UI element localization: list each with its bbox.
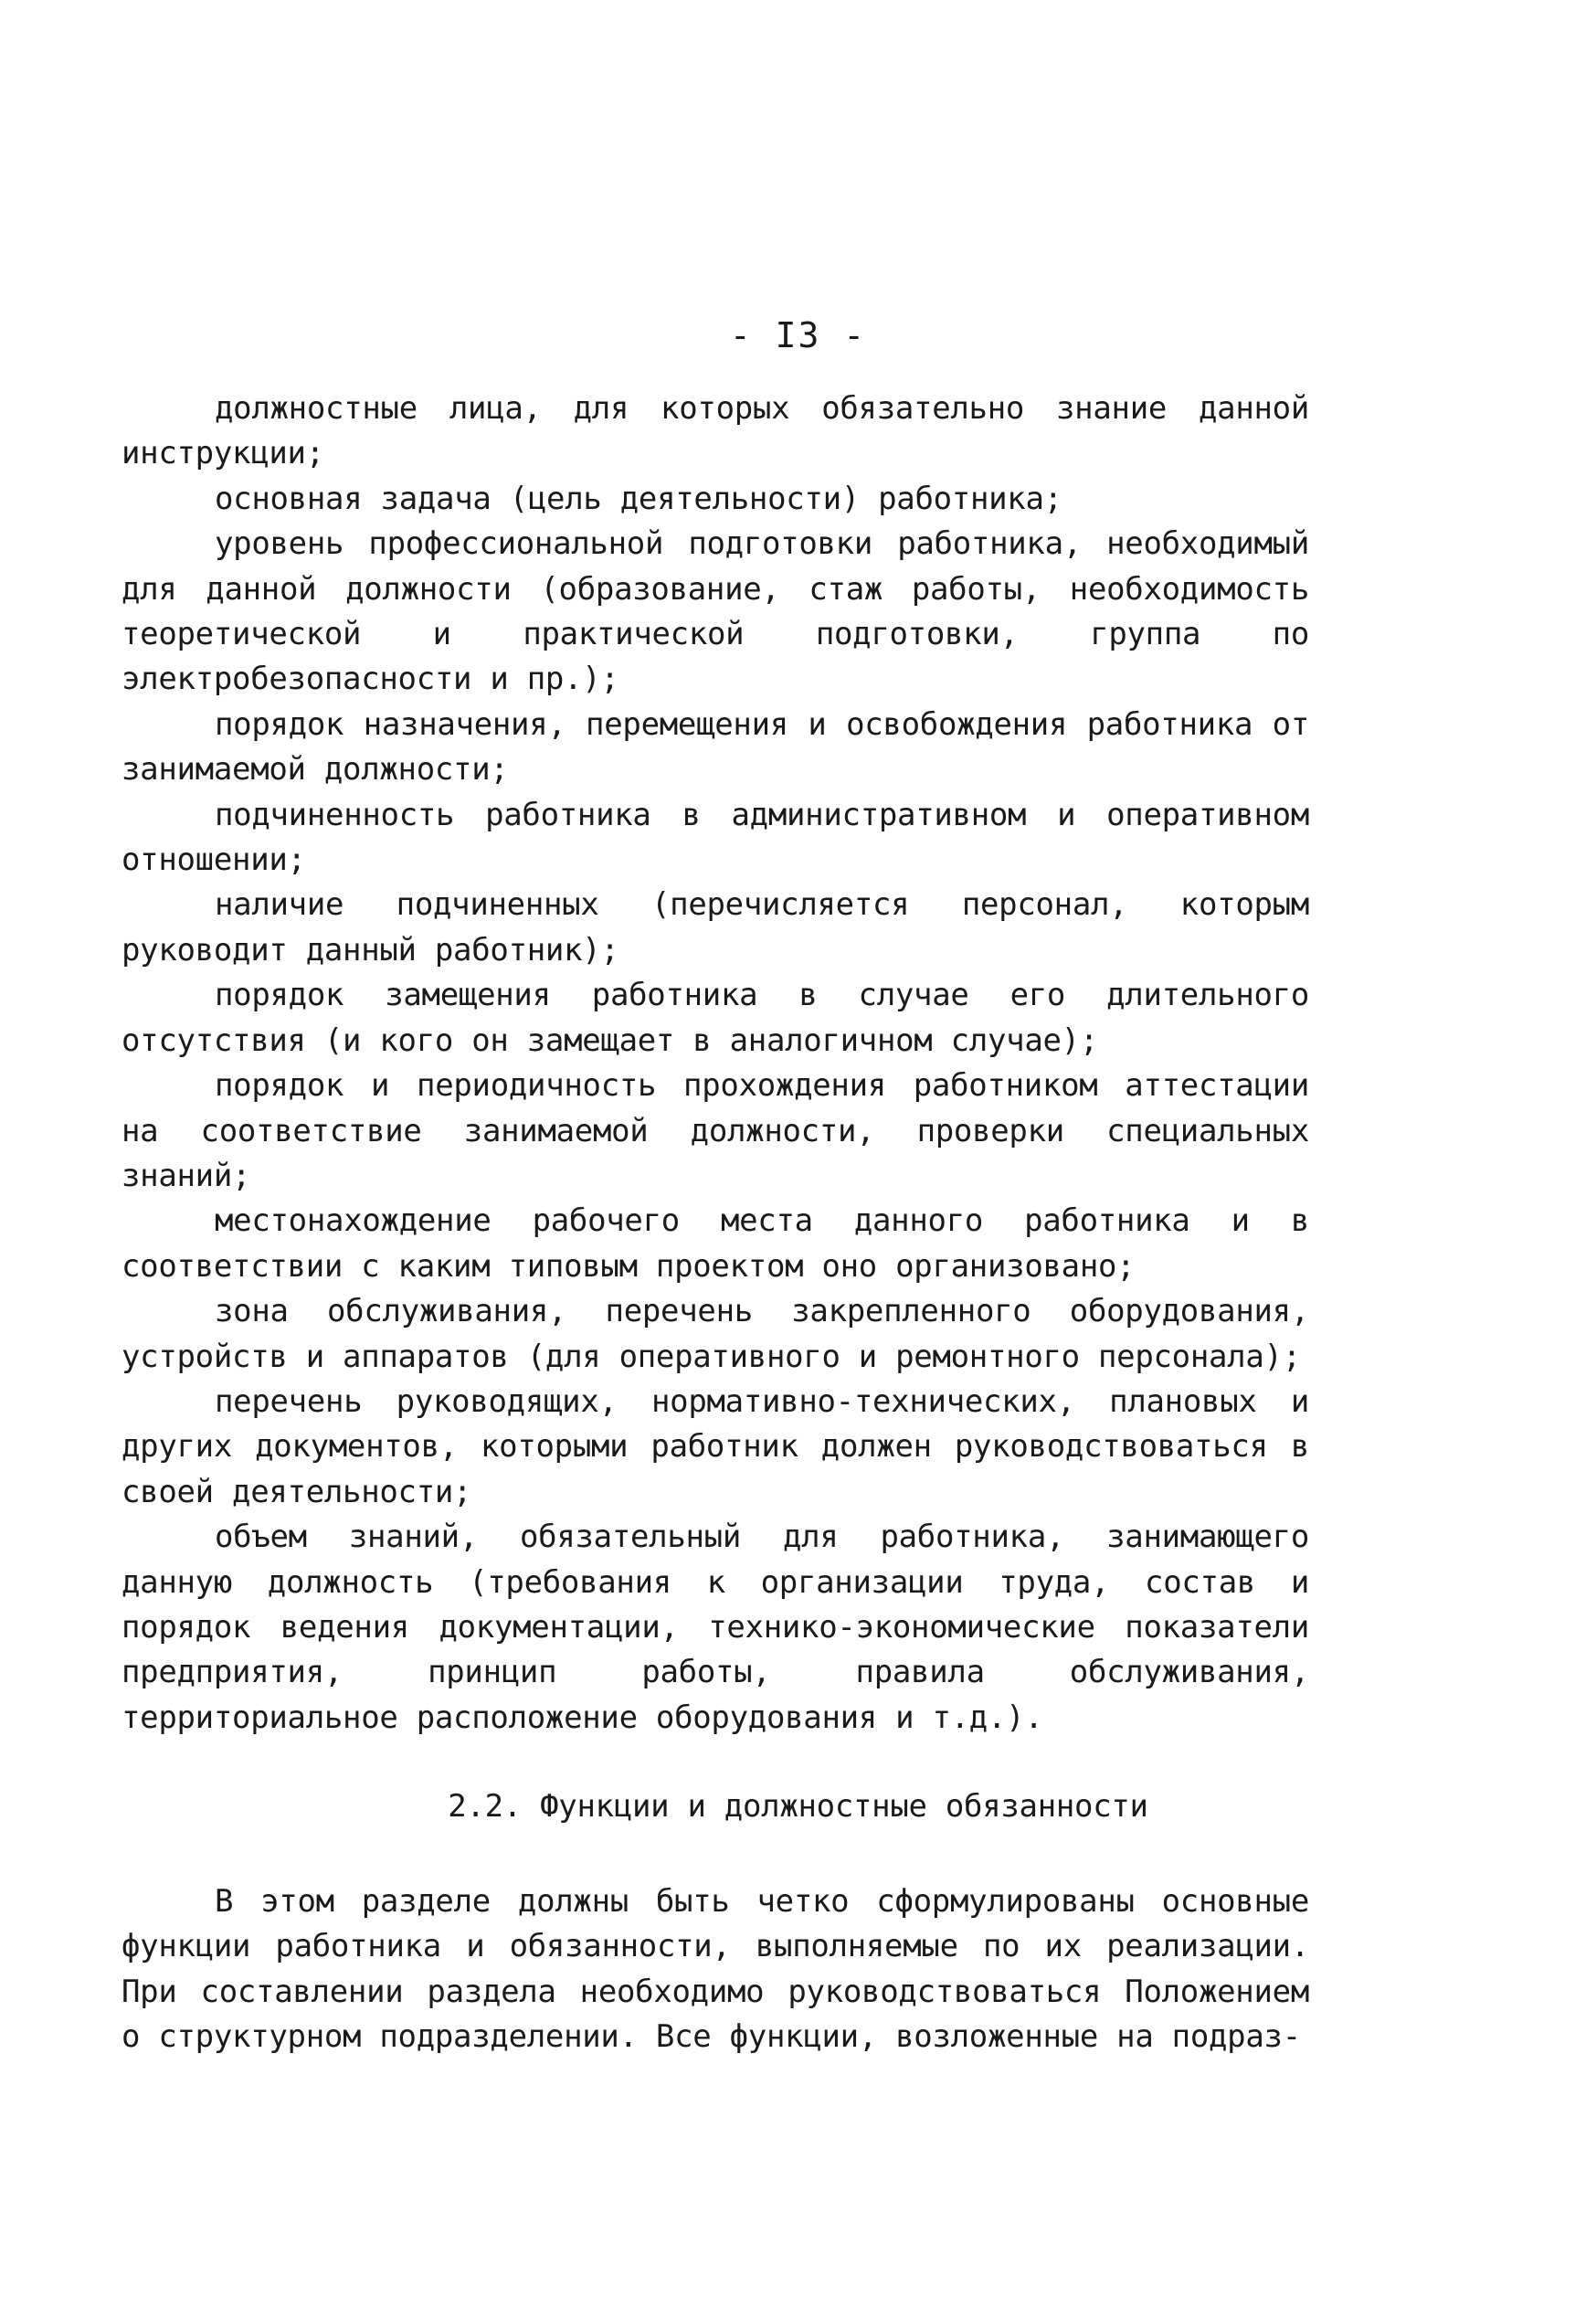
list-item: основная задача (цель деятельности) работника; — [215, 480, 1062, 517]
list-item: уровень профессиональной подготовки работника, необходимый для данной должности (образование, стаж работы, необходимость теоретической и практической подготовки, группа по электробезопасности и пр.); — [122, 525, 1309, 698]
list-item: порядок замещения работника в случае его длительного отсутствия (и кого он замещает в аналогичном случае); — [122, 977, 1309, 1059]
section-body — [122, 1879, 1309, 2060]
list-item: порядок назначения, перемещения и освобождения работника от занимаемой должности; — [122, 705, 1309, 789]
section-paragraph: В этом разделе должны быть четко сформулированы основные функции работника и обязанности, выполняемые по их реализации. При составлении раздела необходимо руководствоваться Положением о структурном подразделении. Все функции, возложенные на подраз- — [122, 1883, 1309, 2056]
list-item: подчиненность работника в административном и оперативном отношении; — [122, 796, 1309, 879]
list-item: наличие подчиненных (перечисляется персонал, которым руководит данный работник); — [122, 886, 1309, 969]
list-item: должностные лица, для которых обязательно знание данной инструкции; — [122, 390, 1309, 472]
list-item: порядок и периодичность прохождения работником аттестации на соответствие занимаемой должности, проверки специальных знаний; — [122, 1067, 1309, 1194]
page-number: - I3 - — [729, 315, 867, 355]
list-item: зона обслуживания, перечень закрепленного оборудования, устройств и аппаратов (для оперативного и ремонтного персонала); — [122, 1293, 1309, 1375]
list-item: перечень руководящих, нормативно-технических, плановых и других документов, которыми работник должен руководствоваться в своей деятельности; — [122, 1382, 1309, 1510]
instruction-content-list — [122, 386, 1309, 1741]
list-item: местонахождение рабочего места данного работника и в соответствии с каким типовым проектом оно организовано; — [122, 1202, 1309, 1285]
section-heading: 2.2. Функции и должностные обязанности — [448, 1788, 1148, 1825]
list-item: объем знаний, обязательный для работника, занимающего данную должность (требования к организации труда, состав и порядок ведения документации, технико-экономические показатели предприятия, принцип работы, правила обслуживания, территориальное расположение оборудования и т.д.). — [122, 1519, 1309, 1736]
